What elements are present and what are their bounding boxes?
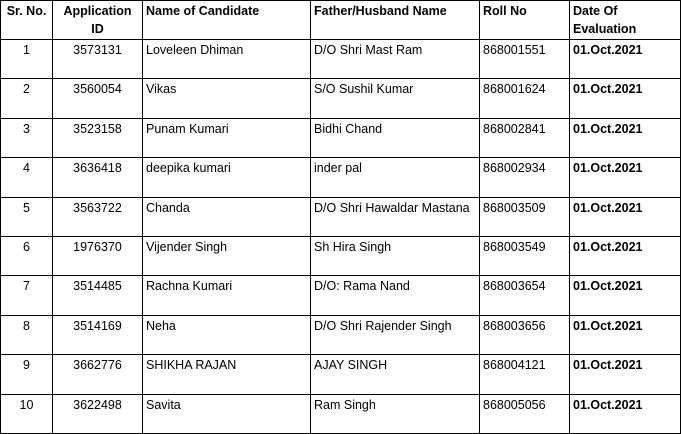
cell-date-of-evaluation: 01.Oct.2021 [570, 158, 681, 197]
cell-father-husband-name: D/O Shri Rajender Singh [311, 315, 480, 354]
table-row [1, 355, 681, 394]
cell-sr-no: 6 [1, 236, 53, 275]
cell-roll-no: 868002841 [480, 118, 570, 157]
cell-sr-no: 2 [1, 79, 53, 118]
cell-candidate-name: Rachna Kumari [143, 276, 311, 315]
cell-date-of-evaluation: 01.Oct.2021 [570, 236, 681, 275]
table-row [1, 394, 681, 433]
header-sr-no: Sr. No. [1, 1, 53, 40]
cell-father-husband-name: inder pal [311, 158, 480, 197]
cell-application-id: 3662776 [53, 355, 143, 394]
cell-candidate-name: Punam Kumari [143, 118, 311, 157]
cell-sr-no: 3 [1, 118, 53, 157]
cell-sr-no: 9 [1, 355, 53, 394]
cell-roll-no: 868003654 [480, 276, 570, 315]
table-row [1, 118, 681, 157]
cell-candidate-name: SHIKHA RAJAN [143, 355, 311, 394]
cell-date-of-evaluation: 01.Oct.2021 [570, 40, 681, 79]
table-row [1, 79, 681, 118]
cell-father-husband-name: Ram Singh [311, 394, 480, 433]
cell-roll-no: 868005056 [480, 394, 570, 433]
cell-application-id: 3622498 [53, 394, 143, 433]
cell-father-husband-name: Bidhi Chand [311, 118, 480, 157]
cell-application-id: 3636418 [53, 158, 143, 197]
cell-sr-no: 8 [1, 315, 53, 354]
cell-sr-no: 5 [1, 197, 53, 236]
header-application-id: Application ID [53, 1, 143, 40]
cell-sr-no: 1 [1, 40, 53, 79]
cell-roll-no: 868003549 [480, 236, 570, 275]
cell-father-husband-name: D/O Shri Hawaldar Mastana [311, 197, 480, 236]
cell-date-of-evaluation: 01.Oct.2021 [570, 197, 681, 236]
table-body [1, 40, 681, 434]
cell-candidate-name: deepika kumari [143, 158, 311, 197]
table-row [1, 276, 681, 315]
cell-candidate-name: Vijender Singh [143, 236, 311, 275]
table-row [1, 158, 681, 197]
cell-roll-no: 868002934 [480, 158, 570, 197]
cell-father-husband-name: S/O Sushil Kumar [311, 79, 480, 118]
cell-date-of-evaluation: 01.Oct.2021 [570, 276, 681, 315]
cell-roll-no: 868004121 [480, 355, 570, 394]
cell-sr-no: 7 [1, 276, 53, 315]
cell-application-id: 1976370 [53, 236, 143, 275]
cell-application-id: 3563722 [53, 197, 143, 236]
table-row [1, 315, 681, 354]
cell-candidate-name: Savita [143, 394, 311, 433]
cell-sr-no: 4 [1, 158, 53, 197]
cell-candidate-name: Loveleen Dhiman [143, 40, 311, 79]
cell-father-husband-name: Sh Hira Singh [311, 236, 480, 275]
header-roll-no: Roll No [480, 1, 570, 40]
cell-application-id: 3573131 [53, 40, 143, 79]
table-header-row [1, 1, 681, 40]
cell-candidate-name: Vikas [143, 79, 311, 118]
cell-application-id: 3560054 [53, 79, 143, 118]
cell-candidate-name: Neha [143, 315, 311, 354]
cell-date-of-evaluation: 01.Oct.2021 [570, 315, 681, 354]
header-date-of-evaluation: Date Of Evaluation [570, 1, 681, 40]
cell-date-of-evaluation: 01.Oct.2021 [570, 118, 681, 157]
cell-roll-no: 868001551 [480, 40, 570, 79]
table-row [1, 236, 681, 275]
cell-date-of-evaluation: 01.Oct.2021 [570, 355, 681, 394]
cell-sr-no: 10 [1, 394, 53, 433]
cell-roll-no: 868003509 [480, 197, 570, 236]
header-father-husband-name: Father/Husband Name [311, 1, 480, 40]
header-candidate-name: Name of Candidate [143, 1, 311, 40]
cell-date-of-evaluation: 01.Oct.2021 [570, 394, 681, 433]
cell-father-husband-name: AJAY SINGH [311, 355, 480, 394]
cell-father-husband-name: D/O: Rama Nand [311, 276, 480, 315]
cell-application-id: 3523158 [53, 118, 143, 157]
cell-roll-no: 868001624 [480, 79, 570, 118]
cell-father-husband-name: D/O Shri Mast Ram [311, 40, 480, 79]
cell-roll-no: 868003656 [480, 315, 570, 354]
cell-date-of-evaluation: 01.Oct.2021 [570, 79, 681, 118]
table-row [1, 40, 681, 79]
cell-candidate-name: Chanda [143, 197, 311, 236]
cell-application-id: 3514485 [53, 276, 143, 315]
cell-application-id: 3514169 [53, 315, 143, 354]
table-row [1, 197, 681, 236]
